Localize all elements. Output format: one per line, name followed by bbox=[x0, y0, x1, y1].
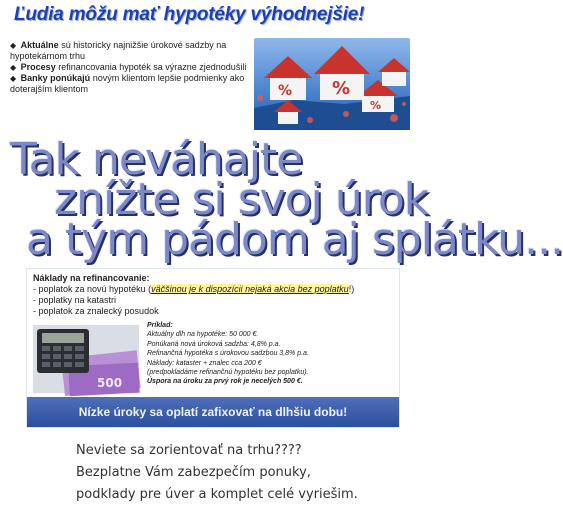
houses-percent-image bbox=[254, 38, 410, 130]
cost-item: - poplatok za znalecký posudok bbox=[33, 306, 159, 316]
example-calculation bbox=[147, 321, 387, 387]
example-line: (predpokladáme refinančnú hypotéku bez poplatku). bbox=[147, 369, 309, 377]
bullet-item bbox=[10, 40, 250, 62]
bullet-bold: Procesy bbox=[20, 62, 56, 72]
bullet-bold: Banky ponúkajú bbox=[20, 73, 91, 83]
bullet-bold: Aktuálne bbox=[20, 40, 59, 50]
example-line: Aktuálny dlh na hypotéke: 50 000 €. bbox=[147, 331, 259, 339]
cost-item-text: - poplatok za novú hypotéku ( bbox=[33, 284, 152, 294]
example-savings: Úspora na úroku za prvý rok je necelých 500 €. bbox=[147, 378, 303, 386]
diamond-icon: ◆ bbox=[10, 74, 17, 83]
cost-item-end: !) bbox=[348, 284, 355, 294]
example-line: Refinančná hypotéka s úrokovou sadzbou 3,8% p.a. bbox=[147, 350, 309, 358]
slogan-line-3: a tým pádom aj splátku... bbox=[26, 214, 563, 265]
closing-text bbox=[76, 440, 406, 506]
bullet-item bbox=[10, 73, 250, 95]
slogan-line-2: znížte si svoj úrok bbox=[54, 174, 429, 225]
cost-note: väčšinou je k dispozícii nejaká akcia bez poplatku bbox=[151, 284, 349, 294]
closing-line: podklady pre úver a komplet celé vyriešim. bbox=[76, 487, 358, 502]
closing-line: Neviete sa zorientovať na trhu???? bbox=[76, 443, 302, 458]
bullet-text: novým klientom lepšie podmienky ako doterajším klientom bbox=[10, 73, 245, 94]
calculator-image bbox=[37, 329, 89, 373]
svg-text:500: 500 bbox=[97, 376, 123, 390]
slogan-line-1: Tak neváhajte bbox=[10, 134, 303, 185]
example-line: Náklady: kataster + znalec cca 200 € bbox=[147, 359, 262, 367]
costs-title: Náklady na refinancovanie: bbox=[33, 273, 150, 283]
intro-bullets bbox=[10, 40, 250, 95]
example-title: Príklad: bbox=[147, 322, 173, 329]
calculator-money-image bbox=[33, 325, 139, 393]
bullet-item bbox=[10, 62, 250, 73]
diamond-icon: ◆ bbox=[10, 63, 17, 72]
info-panel bbox=[26, 268, 400, 428]
bullet-text: sú historicky najnižšie úrokové sadzby na hypotekárnom trhu bbox=[10, 40, 227, 61]
example-line: Ponúkaná nová úroková sadzba: 4,8% p.a. bbox=[147, 340, 281, 348]
diamond-icon: ◆ bbox=[10, 41, 17, 50]
svg-text:%: % bbox=[278, 83, 293, 99]
svg-text:%: % bbox=[370, 99, 382, 112]
svg-text:%: % bbox=[332, 78, 351, 99]
refinancing-costs bbox=[33, 273, 393, 317]
closing-line: Bezplatne Vám zabezpečím ponuky, bbox=[76, 465, 311, 480]
cost-item bbox=[33, 284, 393, 295]
cost-item: - poplatky na katastri bbox=[33, 295, 117, 305]
fixation-banner: Nízke úroky sa oplatí zafixovať na dlhšiu dobu! bbox=[27, 397, 399, 427]
headline: Ľudia môžu mať hypotéky výhodnejšie! bbox=[14, 4, 365, 25]
bullet-text: refinancovania hypoték sa výrazne zjednodušili bbox=[55, 62, 247, 72]
